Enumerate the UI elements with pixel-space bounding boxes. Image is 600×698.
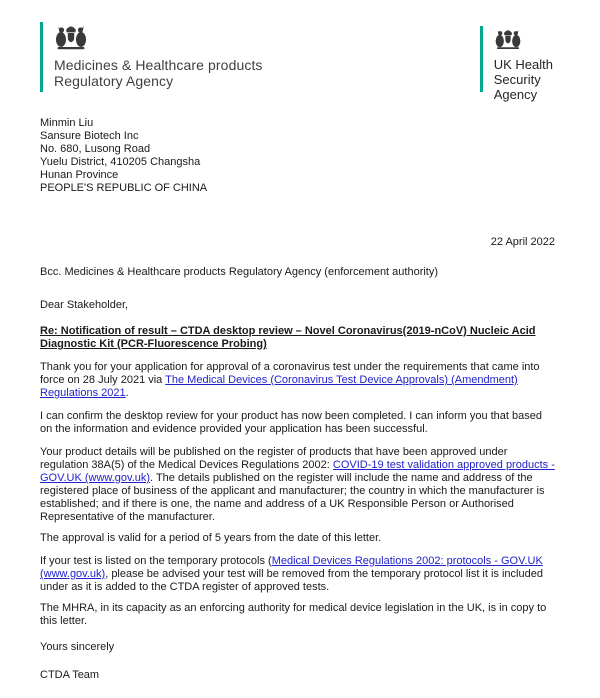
paragraph-mhra-copy: The MHRA, in its capacity as an enforcing authority for medical device legislation in the UK, is in copy to this letter. [40, 602, 547, 627]
royal-crest-icon [54, 24, 263, 54]
paragraph-register [40, 446, 555, 524]
paragraph-text: Thank you for your application for approval of a coronavirus test under the requirements that came into force on 28 July 2021 via [40, 361, 540, 386]
valediction: Yours sincerely [40, 641, 115, 653]
mhra-logo-text [54, 57, 263, 89]
paragraph-text: . [125, 387, 129, 399]
paragraph-text: . The details published on the register will include the name and address of the registered place of business of the applicant and manufacturer; the country in which the manufacturer is established; and if there is one, the name and address of a UK Responsible Person or Authorised Representative of the manufacturer. [40, 472, 545, 523]
recipient-province: Hunan Province [40, 169, 119, 181]
paragraph-application [40, 361, 555, 400]
paragraph-text: If your test is listed on the temporary protocols ( [40, 555, 272, 567]
recipient-name: Minmin Liu [40, 117, 94, 129]
link-protocols[interactable]: Medical Devices Regulations 2002: protocols - GOV.UK (www.gov.uk) [40, 555, 543, 580]
royal-crest-icon [494, 28, 553, 54]
mhra-logo [40, 22, 263, 92]
recipient-street: No. 680, Lusong Road [40, 143, 151, 155]
recipient-address [40, 117, 555, 195]
paragraph-validity: The approval is valid for a period of 5 years from the date of this letter. [40, 532, 382, 544]
mhra-name-line1: Medicines & Healthcare products [54, 57, 263, 73]
letterhead [40, 22, 555, 102]
ukhsa-accent-bar [480, 26, 483, 92]
paragraph-text: Your product details will be published on the register of products that have been approved under regulation 38A(5) of the Medical Devices Regulations 2002: [40, 446, 508, 471]
ukhsa-logo [480, 26, 553, 102]
salutation: Dear Stakeholder, [40, 299, 129, 311]
recipient-country: PEOPLE'S REPUBLIC OF CHINA [40, 182, 208, 194]
link-ctda-amendment-regulations[interactable]: The Medical Devices (Coronavirus Test Device Approvals) (Amendment) Regulations 2021 [40, 374, 518, 399]
paragraph-temporary-protocols [40, 555, 555, 594]
paragraph-text: , please be advised your test will be removed from the temporary protocol list it is included under as it is added to the CTDA register of approved tests. [40, 568, 543, 593]
mhra-accent-bar [40, 22, 43, 92]
letter-date: 22 April 2022 [490, 236, 555, 248]
ukhsa-logo-text [494, 57, 553, 102]
subject-line: Re: Notification of result – CTDA desktop review – Novel Coronavirus(2019-nCoV) Nucleic Acid Diagnostic Kit (PCR-Fluorescence Probing) [40, 325, 536, 350]
bcc-line: Bcc. Medicines & Healthcare products Regulatory Agency (enforcement authority) [40, 266, 439, 278]
ukhsa-name-line3: Agency [493, 87, 538, 102]
signature: CTDA Team [40, 669, 100, 681]
recipient-company: Sansure Biotech Inc [40, 130, 139, 142]
ukhsa-name-line1: UK Health [493, 57, 553, 72]
paragraph-confirmation: I can confirm the desktop review for your product has now been completed. I can inform you that based on the information and evidence provided your application has been successful. [40, 410, 542, 435]
mhra-name-line2: Regulatory Agency [54, 73, 174, 89]
link-approved-products[interactable]: COVID-19 test validation approved products - GOV.UK (www.gov.uk) [40, 459, 555, 484]
recipient-district: Yuelu District, 410205 Changsha [40, 156, 201, 168]
ukhsa-name-line2: Security [493, 72, 541, 87]
